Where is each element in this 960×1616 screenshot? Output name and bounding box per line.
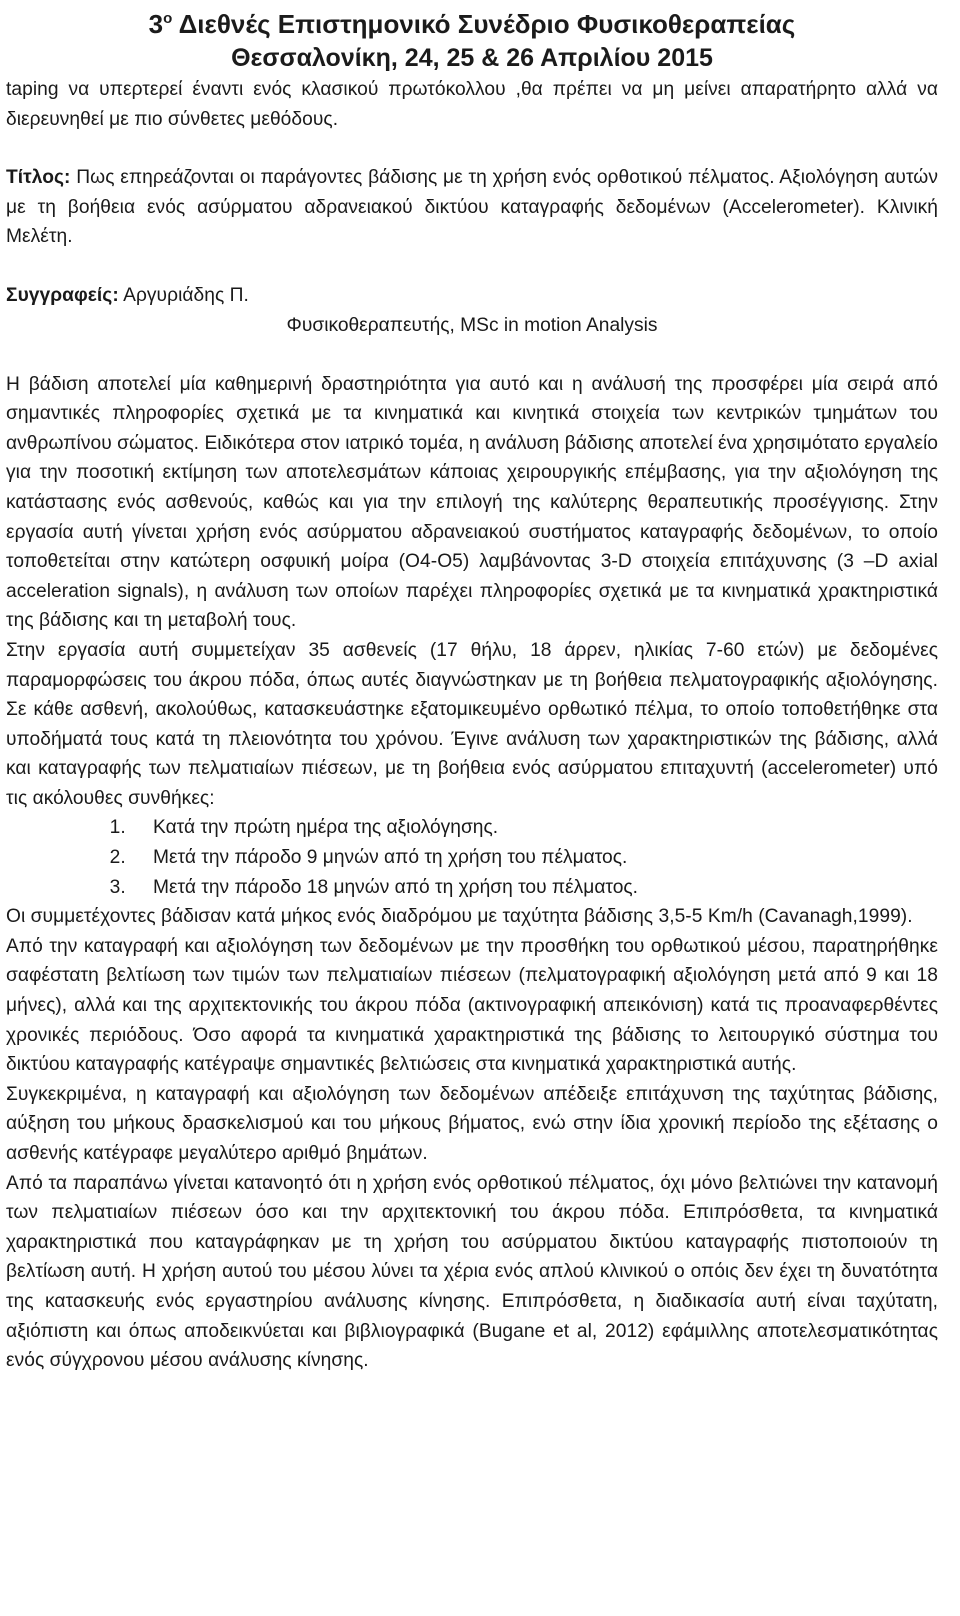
conference-title <box>6 2 938 41</box>
conference-number: 3 <box>148 9 164 39</box>
abstract-title <box>6 163 938 252</box>
body-paragraph-5: Συγκεκριμένα, η καταγραφή και αξιολόγηση των δεδομένων απέδειξε επιτάχυνση της ταχύτητας βάδισης, αύξηση του μήκους δρασκελισμού και του μήκους βήματος, ενώ στην ίδια χρονική περίοδο της εξέτασης ο ασθενής κατέγραφε μεγαλύτερο αριθμό βημάτων. <box>6 1083 938 1164</box>
body-paragraph-2: Στην εργασία αυτή συμμετείχαν 35 ασθενείς (17 θήλυ, 18 άρρεν, ηλικίας 7-60 ετών) με δεδομένες παραμορφώσεις του άκρου πόδα, όπως αυτές διαγνώστηκαν με τη βοήθεια πελματογραφικής αξιολόγησης. Σε κάθε ασθενή, ακολούθως, κατασκευάστηκε εξατομικευμένο ορθωτικό πέλμα, το οποίο τοποθετήθηκε στα υποδήματά τους κατά τη πλειονότητα του χρόνου. Έγινε ανάλυση των χαρακτηριστικών της βάδισης, αλλά και καταγραφής των πελματιαίων πιέσεων, με τη βοήθεια ενός ασύρματου επιταχυντή (accelerometer) υπό τις ακόλουθες συνθήκες: <box>6 639 938 809</box>
spacer <box>6 134 938 163</box>
list-item: 2. Μετά την πάροδο 9 μηνών από τη χρήση του πέλματος. <box>131 843 938 873</box>
intro-paragraph: taping να υπερτερεί έναντι ενός κλασικού πρωτόκολλου ,θα πρέπει να μη μείνει απαρατήρητο αλλά να διερευνηθεί με πιο σύνθετες μεθόδους. <box>6 79 938 130</box>
conference-name: Διεθνές Επιστημονικό Συνέδριο Φυσικοθεραπείας <box>172 9 796 39</box>
list-item: 1. Κατά την πρώτη ημέρα της αξιολόγησης. <box>131 813 938 843</box>
authors-label: Συγγραφείς: <box>6 284 119 306</box>
body-paragraph-6: Από τα παραπάνω γίνεται κατανοητό ότι η χρήση ενός ορθοτικού πέλματος, όχι μόνο βελτιώνει την κατανομή των πελματιαίων πιέσεων όσο και την αρχιτεκτονική του άκρου πόδα. Επιπρόσθετα, τα κινηματικά χαρακτηριστικά που καταγράφηκαν με τη χρήση του ασύρματου δικτύου καταγραφής πιστοποιούν τη βελτίωση αυτή. Η χρήση αυτού του μέσου λύνει τα χέρια ενός απλού κλινικού ο οπόις δεν έχει τη δυνατότητα της κατασκευής ενός εργαστηρίου ανάλυσης κίνησης. Επιπρόσθετα, η διαδικασία αυτή είναι ταχύτατη, αξιόπιστη και όπως αποδεικνύεται και βιβλιογραφικά (Bugane et al, 2012) εφάμιλλης αποτελεσματικότητας ενός σύγχρονου μέσου ανάλυσης κίνησης. <box>6 1172 938 1372</box>
spacer <box>6 252 938 281</box>
conference-number-superscript: ο <box>163 10 173 27</box>
title-text: Πως επηρεάζονται οι παράγοντες βάδισης με τη χρήση ενός ορθοτικού πέλματος. Αξιολόγηση αυτών με τη βοήθεια ενός ασύρματου αδρανειακού δικτύου καταγραφής δεδομένων (Accelerometer). Κλινική Μελέτη. <box>6 167 938 248</box>
conference-header <box>6 2 938 75</box>
title-label: Τίτλος: <box>6 167 71 189</box>
body-paragraph-3: Οι συμμετέχοντες βάδισαν κατά μήκος ενός διαδρόμου με ταχύτητα βάδισης 3,5-5 Km/h (Cavanagh,1999). <box>6 906 913 928</box>
body-paragraph-4: Από την καταγραφή και αξιολόγηση των δεδομένων με την προσθήκη του ορθωτικού μέσου, παρατηρήθηκε σαφέστατη βελτίωση των τιμών των πελματιαίων πιέσεων (πελματογραφική αξιολόγηση μετά από 9 και 18 μήνες), αλλά και της αρχιτεκτονικής του άκρου πόδα (ακτινογραφική απεικόνιση) κατά τις προαναφερθέντες χρονικές περιόδους. Όσο αφορά τα κινηματικά χαρακτηριστικά της βάδισης το λειτουργικό σύστημα του δικτύου καταγραφής κατέγραψε σημαντικές βελτιώσεις στα κινηματικά χαρακτηριστικά αυτής. <box>6 935 938 1076</box>
document-page <box>6 0 938 1376</box>
body-paragraph-1: Η βάδιση αποτελεί μία καθημερινή δραστηριότητα για αυτό και η ανάλυσή της προσφέρει μία σειρά από σημαντικές πληροφορίες σχετικά με τα κινηματικά και κινητικά στοιχεία των κεντρικών τμημάτων του ανθρωπίνου σώματος. Ειδικότερα στον ιατρικό τομέα, η ανάλυση βάδισης αποτελεί ένα χρησιμότατο εργαλείο για την ποσοτική εκτίμηση των αποτελεσμάτων κάποιας χειρουργικής επέμβασης, για την αξιολόγηση της κατάστασης ενός ασθενούς, καθώς και για την επιλογή της καλύτερης θεραπευτικής προσέγγισης. Στην εργασία αυτή γίνεται χρήση ενός ασύρματου αδρανειακού συστήματος καταγραφής δεδομένων, το οποίο τοποθετείται στην κατώτερη οσφυική μοίρα (Ο4-Ο5) λαμβάνοντας 3-D στοιχεία επιτάχυνσης (3 –D axial acceleration signals), η ανάλυση των οποίων παρέχει πληροφορίες σχετικά με τα κινηματικά χρακτηριστικά της βάδισης και τη μεταβολή τους. <box>6 373 938 632</box>
conference-location-date: Θεσσαλονίκη, 24, 25 & 26 Απριλίου 2015 <box>231 44 713 72</box>
author-affiliation: Φυσικοθεραπευτής, MSc in motion Analysis <box>286 314 658 336</box>
authors-line <box>6 281 938 311</box>
conditions-list <box>6 813 938 902</box>
list-item: 3. Μετά την πάροδο 18 μηνών από τη χρήση του πέλματος. <box>131 873 938 903</box>
spacer <box>6 341 938 370</box>
author-name: Αργυριάδης Π. <box>118 284 249 306</box>
